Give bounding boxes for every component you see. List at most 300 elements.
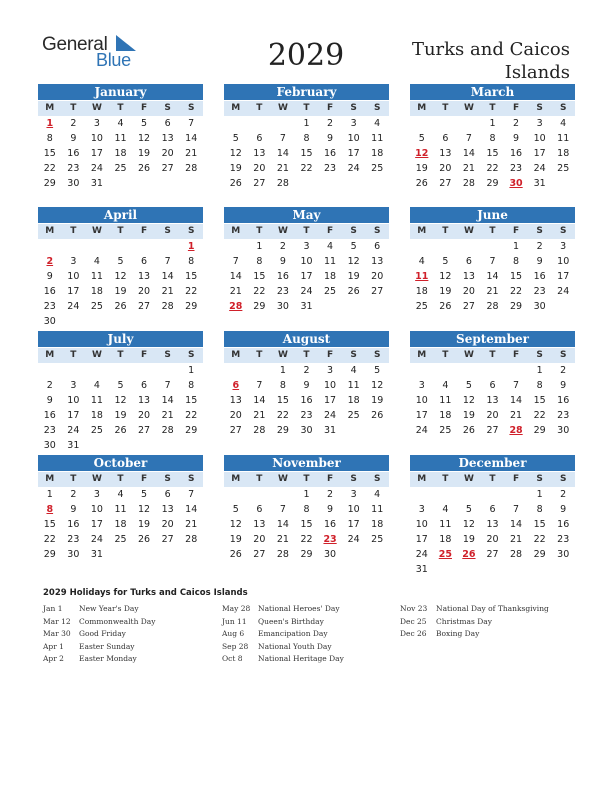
day-cell: 17 [324, 395, 337, 406]
holiday-date: Mar 12 [43, 616, 71, 626]
month-title: August [224, 331, 389, 347]
day-cell: 1 [303, 489, 310, 500]
day-cell: 25 [114, 163, 127, 174]
day-cell: 24 [557, 286, 570, 297]
holiday-item [222, 642, 344, 655]
weekday-label: S [164, 474, 171, 484]
day-cell: 23 [300, 410, 313, 421]
day-cell: 3 [327, 365, 334, 376]
day-cell: 22 [300, 163, 313, 174]
day-cell: 9 [327, 504, 334, 515]
day-cell: 6 [374, 241, 381, 252]
day-cell: 30 [67, 549, 80, 560]
holiday-day-cell: 25 [438, 549, 452, 560]
day-cell: 26 [439, 301, 452, 312]
month-june [410, 207, 575, 314]
day-cell: 3 [93, 118, 100, 129]
day-cell: 17 [415, 410, 428, 421]
day-cell: 10 [300, 256, 313, 267]
day-cell: 22 [300, 534, 313, 545]
holiday-day-cell: 26 [462, 549, 476, 560]
month-february [224, 84, 389, 191]
holiday-date: May 28 [222, 604, 251, 613]
day-cell: 29 [510, 301, 523, 312]
weekday-label: T [256, 474, 263, 484]
day-cell: 8 [303, 133, 310, 144]
day-cell: 24 [90, 163, 103, 174]
day-cell: 11 [114, 133, 127, 144]
day-cell: 22 [43, 534, 56, 545]
weekday-label: M [417, 226, 427, 236]
day-cell: 8 [46, 133, 53, 144]
holiday-item [43, 654, 156, 667]
day-cell: 17 [415, 534, 428, 545]
day-cell: 25 [114, 534, 127, 545]
day-cell: 23 [43, 425, 56, 436]
weekday-header [38, 224, 203, 239]
empty-cell [457, 363, 481, 378]
weekday-label: M [417, 474, 427, 484]
month-november [224, 455, 389, 562]
day-cell: 10 [324, 380, 337, 391]
day-cell: 27 [486, 425, 499, 436]
day-cell: 12 [462, 395, 475, 406]
holiday-day-cell: 2 [46, 256, 54, 267]
day-cell: 3 [560, 241, 567, 252]
day-cell: 3 [536, 118, 543, 129]
day-cell: 24 [415, 425, 428, 436]
day-cell: 15 [533, 395, 546, 406]
day-cell: 2 [70, 489, 77, 500]
day-cell: 27 [253, 178, 266, 189]
holiday-name: Boxing Day [436, 629, 480, 638]
day-cell: 22 [276, 410, 289, 421]
weekday-label: T [117, 474, 124, 484]
empty-cell [457, 487, 481, 502]
day-cell: 3 [350, 118, 357, 129]
day-cell: 4 [442, 380, 449, 391]
weekday-label: T [442, 474, 449, 484]
day-cell: 29 [276, 425, 289, 436]
day-cell: 9 [536, 256, 543, 267]
day-cell: 13 [253, 519, 266, 530]
day-cell: 15 [510, 271, 523, 282]
day-cell: 31 [90, 178, 103, 189]
day-cell: 17 [90, 148, 103, 159]
holiday-date: Mar 30 [43, 629, 71, 638]
empty-cell [38, 363, 62, 378]
day-cell: 28 [276, 178, 289, 189]
weekday-label: F [512, 350, 520, 360]
month-title: April [38, 207, 203, 223]
day-cell: 6 [164, 489, 171, 500]
day-cell: 28 [161, 425, 174, 436]
day-cell: 10 [67, 271, 80, 282]
day-cell: 5 [350, 241, 357, 252]
holiday-day-cell: 28 [229, 301, 243, 312]
weekday-label: F [326, 226, 334, 236]
weekday-label: T [303, 350, 310, 360]
day-cell: 20 [138, 286, 151, 297]
day-cell: 10 [90, 504, 103, 515]
day-cell: 14 [161, 395, 174, 406]
holiday-name: Easter Monday [79, 654, 137, 663]
day-cell: 2 [327, 118, 334, 129]
day-cell: 16 [557, 519, 570, 530]
day-cell: 5 [232, 133, 239, 144]
day-cell: 20 [462, 286, 475, 297]
holiday-day-cell: 11 [415, 271, 429, 282]
weekday-header [410, 224, 575, 239]
holiday-item [43, 617, 156, 630]
day-cell: 19 [415, 163, 428, 174]
day-cell: 16 [557, 395, 570, 406]
day-cell: 9 [560, 504, 567, 515]
weekday-label: W [277, 474, 288, 484]
day-cell: 28 [161, 301, 174, 312]
empty-cell [410, 487, 434, 502]
day-cell: 6 [141, 256, 148, 267]
weekday-label: T [303, 474, 310, 484]
weekday-label: W [463, 350, 474, 360]
day-grid [38, 363, 203, 453]
day-cell: 15 [253, 271, 266, 282]
day-cell: 28 [462, 178, 475, 189]
day-cell: 1 [279, 365, 286, 376]
empty-cell [434, 239, 458, 254]
day-cell: 5 [141, 118, 148, 129]
weekday-label: F [326, 103, 334, 113]
holiday-item [222, 604, 344, 617]
weekday-label: S [536, 474, 543, 484]
day-cell: 23 [533, 286, 546, 297]
weekday-label: F [140, 350, 148, 360]
weekday-label: T [117, 350, 124, 360]
day-cell: 18 [439, 410, 452, 421]
day-cell: 15 [300, 148, 313, 159]
day-cell: 6 [164, 118, 171, 129]
weekday-label: T [70, 350, 77, 360]
day-cell: 10 [415, 395, 428, 406]
day-cell: 7 [188, 489, 195, 500]
day-cell: 10 [67, 395, 80, 406]
weekday-label: F [512, 103, 520, 113]
weekday-label: S [350, 103, 357, 113]
day-cell: 5 [374, 365, 381, 376]
day-cell: 11 [114, 504, 127, 515]
day-cell: 25 [347, 410, 360, 421]
holiday-item [43, 629, 156, 642]
day-cell: 16 [324, 148, 337, 159]
day-cell: 25 [557, 163, 570, 174]
holiday-date: Sep 28 [222, 641, 249, 651]
weekday-label: M [231, 474, 241, 484]
empty-cell [132, 239, 156, 254]
weekday-label: F [140, 226, 148, 236]
empty-cell [457, 239, 481, 254]
day-cell: 2 [560, 489, 567, 500]
day-cell: 7 [465, 133, 472, 144]
day-cell: 2 [513, 118, 520, 129]
weekday-label: W [277, 103, 288, 113]
day-cell: 9 [303, 380, 310, 391]
day-cell: 26 [138, 534, 151, 545]
day-cell: 7 [279, 504, 286, 515]
day-cell: 11 [90, 271, 103, 282]
weekday-header [224, 224, 389, 239]
day-cell: 2 [560, 365, 567, 376]
day-cell: 19 [114, 410, 127, 421]
weekday-label: T [70, 103, 77, 113]
day-cell: 8 [303, 504, 310, 515]
month-title: June [410, 207, 575, 223]
day-cell: 25 [371, 163, 384, 174]
holiday-name: Christmas Day [436, 616, 492, 626]
day-cell: 31 [324, 425, 337, 436]
day-cell: 21 [462, 163, 475, 174]
weekday-label: T [442, 103, 449, 113]
day-cell: 16 [67, 519, 80, 530]
day-cell: 18 [415, 286, 428, 297]
day-cell: 18 [90, 286, 103, 297]
day-cell: 19 [138, 148, 151, 159]
weekday-label: M [45, 226, 55, 236]
empty-cell [481, 487, 505, 502]
day-cell: 17 [533, 148, 546, 159]
month-title: February [224, 84, 389, 100]
day-cell: 4 [117, 118, 124, 129]
weekday-label: T [303, 103, 310, 113]
weekday-label: W [91, 350, 102, 360]
empty-cell [410, 239, 434, 254]
day-cell: 26 [114, 301, 127, 312]
weekday-label: S [187, 103, 195, 113]
weekday-header [410, 472, 575, 487]
day-cell: 7 [513, 504, 520, 515]
day-cell: 25 [90, 425, 103, 436]
weekday-label: S [536, 103, 543, 113]
weekday-label: F [512, 474, 520, 484]
weekday-label: S [373, 226, 381, 236]
day-cell: 23 [43, 301, 56, 312]
holiday-day-cell: 30 [509, 178, 523, 189]
empty-cell [224, 363, 248, 378]
day-cell: 7 [188, 118, 195, 129]
day-cell: 10 [557, 256, 570, 267]
weekday-label: T [256, 226, 263, 236]
day-cell: 23 [510, 163, 523, 174]
year-title: 2029 [267, 38, 345, 73]
day-cell: 26 [415, 178, 428, 189]
logo-general-text: General [42, 34, 108, 55]
day-cell: 2 [70, 118, 77, 129]
day-cell: 23 [67, 163, 80, 174]
day-cell: 18 [114, 519, 127, 530]
day-cell: 8 [513, 256, 520, 267]
day-cell: 13 [462, 271, 475, 282]
weekday-label: T [489, 474, 496, 484]
day-cell: 24 [300, 286, 313, 297]
day-cell: 20 [138, 410, 151, 421]
day-cell: 27 [462, 301, 475, 312]
day-cell: 11 [371, 504, 384, 515]
day-cell: 19 [439, 286, 452, 297]
weekday-label: S [164, 103, 171, 113]
day-cell: 18 [90, 410, 103, 421]
day-cell: 30 [300, 425, 313, 436]
holidays-column [43, 604, 156, 667]
weekday-header [224, 101, 389, 116]
day-grid [224, 116, 389, 191]
day-cell: 30 [276, 301, 289, 312]
holiday-name: National Heritage Day [258, 654, 344, 663]
day-cell: 17 [300, 271, 313, 282]
month-january [38, 84, 203, 191]
country-title: Turks and Caicos Islands [411, 39, 570, 83]
day-cell: 17 [347, 148, 360, 159]
holiday-day-cell: 12 [415, 148, 429, 159]
empty-cell [38, 239, 62, 254]
day-cell: 7 [232, 256, 239, 267]
empty-cell [434, 116, 458, 131]
day-cell: 24 [533, 163, 546, 174]
day-cell: 26 [462, 425, 475, 436]
day-cell: 21 [486, 286, 499, 297]
day-cell: 25 [415, 301, 428, 312]
empty-cell [504, 363, 528, 378]
day-cell: 16 [324, 519, 337, 530]
day-cell: 4 [442, 504, 449, 515]
empty-cell [504, 487, 528, 502]
weekday-label: W [463, 226, 474, 236]
weekday-label: S [373, 103, 381, 113]
day-cell: 8 [279, 380, 286, 391]
day-cell: 8 [536, 380, 543, 391]
day-cell: 15 [185, 271, 198, 282]
weekday-label: W [463, 103, 474, 113]
day-cell: 30 [43, 440, 56, 451]
day-cell: 2 [46, 380, 53, 391]
weekday-label: S [164, 350, 171, 360]
day-cell: 25 [90, 301, 103, 312]
day-cell: 29 [185, 301, 198, 312]
day-cell: 18 [557, 148, 570, 159]
day-cell: 9 [560, 380, 567, 391]
day-cell: 3 [350, 489, 357, 500]
day-grid [410, 487, 575, 577]
holiday-date: Apr 2 [43, 654, 64, 663]
day-cell: 4 [327, 241, 334, 252]
day-cell: 5 [418, 133, 425, 144]
day-cell: 12 [114, 271, 127, 282]
holiday-day-cell: 8 [46, 504, 54, 515]
day-cell: 30 [43, 316, 56, 327]
day-cell: 29 [43, 178, 56, 189]
day-cell: 1 [536, 365, 543, 376]
day-cell: 27 [161, 163, 174, 174]
day-cell: 15 [185, 395, 198, 406]
day-cell: 23 [67, 534, 80, 545]
holiday-item [400, 604, 549, 617]
holiday-name: Commonwealth Day [79, 616, 156, 626]
weekday-label: M [231, 103, 241, 113]
empty-cell [271, 116, 295, 131]
day-cell: 13 [371, 256, 384, 267]
day-grid [410, 239, 575, 314]
day-cell: 13 [161, 133, 174, 144]
month-october [38, 455, 203, 562]
day-cell: 14 [161, 271, 174, 282]
weekday-label: S [373, 350, 381, 360]
day-cell: 13 [229, 395, 242, 406]
day-cell: 26 [114, 425, 127, 436]
day-cell: 19 [347, 271, 360, 282]
day-cell: 14 [486, 271, 499, 282]
weekday-label: W [91, 474, 102, 484]
day-cell: 13 [486, 395, 499, 406]
day-cell: 23 [557, 534, 570, 545]
day-cell: 29 [300, 549, 313, 560]
day-cell: 11 [439, 395, 452, 406]
day-cell: 14 [253, 395, 266, 406]
day-cell: 22 [533, 410, 546, 421]
day-cell: 22 [486, 163, 499, 174]
day-cell: 7 [256, 380, 263, 391]
day-cell: 18 [347, 395, 360, 406]
day-cell: 28 [510, 549, 523, 560]
weekday-label: F [512, 226, 520, 236]
day-cell: 12 [229, 148, 242, 159]
day-cell: 11 [439, 519, 452, 530]
weekday-label: S [350, 474, 357, 484]
day-cell: 12 [347, 256, 360, 267]
day-cell: 24 [415, 549, 428, 560]
day-cell: 28 [253, 425, 266, 436]
day-cell: 7 [489, 256, 496, 267]
day-cell: 19 [229, 534, 242, 545]
weekday-header [38, 101, 203, 116]
empty-cell [62, 363, 86, 378]
day-cell: 16 [276, 271, 289, 282]
weekday-label: W [277, 226, 288, 236]
empty-cell [481, 239, 505, 254]
day-cell: 26 [229, 178, 242, 189]
day-cell: 9 [46, 395, 53, 406]
day-cell: 15 [486, 148, 499, 159]
holiday-date: Aug 6 [222, 629, 245, 638]
day-cell: 3 [418, 504, 425, 515]
weekday-label: M [231, 226, 241, 236]
weekday-label: S [350, 226, 357, 236]
day-cell: 20 [229, 410, 242, 421]
day-cell: 16 [533, 271, 546, 282]
day-cell: 2 [279, 241, 286, 252]
empty-cell [248, 363, 272, 378]
holidays-column [400, 604, 549, 642]
day-cell: 14 [276, 148, 289, 159]
holiday-item [43, 642, 156, 655]
day-cell: 26 [138, 163, 151, 174]
day-cell: 1 [256, 241, 263, 252]
month-title: September [410, 331, 575, 347]
day-cell: 13 [253, 148, 266, 159]
day-cell: 20 [486, 410, 499, 421]
day-grid [38, 487, 203, 562]
day-cell: 27 [138, 301, 151, 312]
holiday-name: National Youth Day [258, 641, 332, 651]
empty-cell [224, 487, 248, 502]
day-grid [410, 363, 575, 438]
